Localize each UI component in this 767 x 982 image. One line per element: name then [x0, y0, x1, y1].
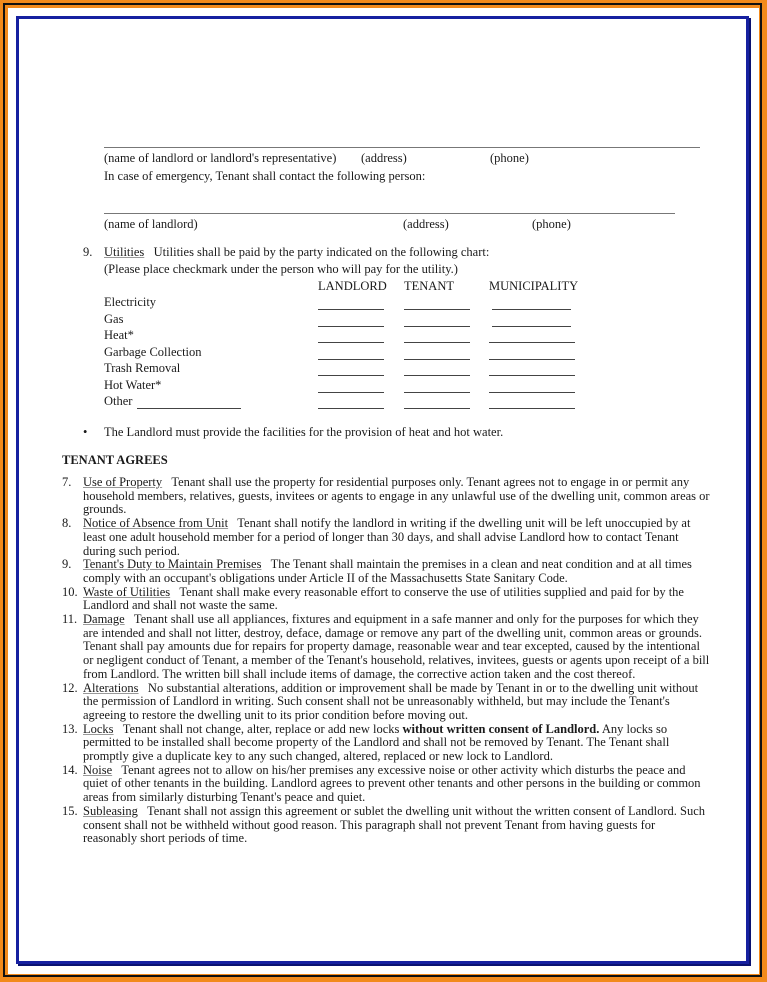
item-number: 8.: [62, 516, 72, 531]
checkmark-blank-tenant[interactable]: [404, 392, 470, 393]
checkmark-blank-tenant[interactable]: [404, 375, 470, 376]
label-landlord-name: (name of landlord): [104, 217, 198, 231]
item-text: No substantial alterations, addition or improvement shall be made by Tenant in or to the dwelling unit without the permission of Landlord in writing. Such consent shall not be unreasonably withheld, but may include the Tenant's agreeing to restore the dwelling unit to its prior condition before moving out.: [83, 680, 699, 722]
item-text: The Tenant shall maintain the premises in a clean and neat condition and at all times comply with an occupant's obligations under Article II of the Massachusetts State Sanitary Code.: [83, 557, 692, 585]
item-text: Tenant shall use all appliances, fixtures and equipment in a safe manner and only for the purposes for which they are intended and shall not litter, destroy, deface, damage or remove any part of the dwelling unit, common areas or grounds. Tenant shall pay amounts due for repairs for property damage, reasonable wear and tear excepted, caused by the intentional or negligent conduct of Tenant, a member of the Tenant's household, relatives, invitees, guests or agents upon receipt of a bill from Landlord. The written bill shall include items of damage, the corrective action taken and the cost thereof.: [83, 612, 710, 681]
item-title: Tenant's Duty to Maintain Premises: [83, 557, 262, 572]
item-title: Notice of Absence from Unit: [83, 516, 229, 531]
label-phone-2: (phone): [532, 217, 571, 231]
checkmark-blank-landlord[interactable]: [318, 342, 384, 343]
list-item: [62, 723, 712, 764]
item-text: Tenant agrees not to allow on his/her premises any excessive noise or other activity which disturbs the peace and quiet of other tenants in the building. Landlord agrees to prevent other tenants and other persons in the building or common areas from similarly disturbing Tenant's peace and quiet.: [83, 762, 701, 805]
list-item: [62, 476, 712, 517]
checkmark-blank-municipality[interactable]: [492, 309, 571, 310]
item-text-2: Any locks so permitted to be installed shall become property of the Landlord and shall not be removed by Tenant. The Tenant shall promptly give a duplicate key to any such changed, altered, replaced or new lock to Landlord.: [83, 721, 670, 764]
checkmark-blank-tenant[interactable]: [404, 408, 470, 409]
checkmark-blank-municipality[interactable]: [489, 359, 575, 360]
item-title: Locks: [83, 721, 114, 736]
checkmark-blank-municipality[interactable]: [489, 392, 575, 393]
item-number: 10.: [62, 584, 78, 599]
list-item: [62, 558, 712, 585]
section-title: TENANT AGREES: [62, 453, 168, 467]
checkmark-blank-municipality[interactable]: [489, 375, 575, 376]
checkmark-blank-tenant[interactable]: [404, 309, 470, 310]
checkmark-blank-landlord[interactable]: [318, 392, 384, 393]
list-item: [62, 586, 712, 613]
item-text: Tenant shall not assign this agreement or sublet the dwelling unit without the written consent of Landlord. Such consent shall not be withheld without good reason. This paragraph shall not prevent Tenant from having guests for reasonably short periods of time.: [83, 803, 706, 846]
item-number: 11.: [62, 612, 78, 627]
item-text: Tenant shall not change, alter, replace or add new locks: [122, 721, 400, 736]
emergency-line: [104, 213, 675, 214]
list-item: [62, 682, 712, 723]
item-text: Tenant shall make every reasonable effort to conserve the use of utilities supplied and paid for by the Landlord and shall not waste the same.: [83, 584, 684, 613]
utility-row-label: Garbage Collection: [104, 345, 202, 359]
item-number: 13.: [62, 721, 78, 736]
checkmark-blank-municipality[interactable]: [489, 342, 575, 343]
label-phone: (phone): [490, 151, 529, 165]
label-address-2: (address): [403, 217, 449, 231]
label-landlord-rep: (name of landlord or landlord's representative): [104, 151, 337, 165]
label-address: (address): [361, 151, 407, 165]
checkmark-blank-municipality[interactable]: [492, 326, 571, 327]
item-title: Waste of Utilities: [83, 584, 171, 599]
utilities-number: 9.: [83, 245, 93, 259]
utility-row-label: Other: [104, 394, 133, 408]
utility-row-label: Hot Water*: [104, 378, 162, 392]
item-title: Noise: [83, 762, 113, 777]
item-number: 7.: [62, 475, 72, 489]
checkmark-blank-tenant[interactable]: [404, 359, 470, 360]
utilities-text: Utilities shall be paid by the party indicated on the following chart:: [153, 245, 490, 259]
checkmark-blank-landlord[interactable]: [318, 309, 384, 310]
utility-row-label: Heat*: [104, 328, 134, 342]
item-text: Tenant shall notify the landlord in writing if the dwelling unit will be left unoccupied by at least one adult household member for a period of longer than 30 days, and shall advise Landlord how to contact Tenant during such period.: [83, 516, 691, 558]
item-number: 9.: [62, 557, 72, 572]
col-municipality: MUNICIPALITY: [489, 279, 579, 293]
checkmark-blank-tenant[interactable]: [404, 342, 470, 343]
checkmark-blank-landlord[interactable]: [318, 326, 384, 327]
utility-row-label: Electricity: [104, 295, 157, 309]
item-title: Subleasing: [83, 803, 138, 818]
col-tenant: TENANT: [404, 279, 454, 293]
item-number: 14.: [62, 762, 78, 777]
utilities-heading: [104, 245, 489, 259]
checkmark-blank-landlord[interactable]: [318, 359, 384, 360]
list-item: [62, 805, 712, 846]
col-landlord: LANDLORD: [318, 279, 387, 293]
list-item: [62, 613, 712, 682]
checkmark-blank-tenant[interactable]: [404, 326, 470, 327]
bullet: •: [83, 425, 88, 439]
checkmark-blank-landlord[interactable]: [318, 408, 384, 409]
item-bold-text: without written consent of Landlord.: [402, 721, 600, 736]
emergency-text: In case of emergency, Tenant shall contact the following person:: [104, 169, 426, 183]
list-item: [62, 764, 712, 805]
item-title: Alterations: [83, 680, 139, 695]
item-number: 15.: [62, 803, 78, 818]
item-title: Use of Property: [83, 475, 163, 489]
utilities-instruction: (Please place checkmark under the person who will pay for the utility.): [104, 262, 458, 276]
item-title: Damage: [83, 612, 125, 627]
tenant-agrees-list: [62, 476, 712, 846]
checkmark-blank-municipality[interactable]: [489, 408, 575, 409]
utilities-note: The Landlord must provide the facilities for the provision of heat and hot water.: [104, 425, 504, 439]
checkmark-blank-landlord[interactable]: [318, 375, 384, 376]
utility-row-label: Gas: [104, 312, 124, 326]
signature-line: [104, 147, 700, 148]
item-text: Tenant shall use the property for residential purposes only. Tenant agrees not to engage in or permit any household members, relatives, guests, invitees or agents to engage in any unlawful use of the dwelling unit, common areas or grounds.: [83, 475, 710, 517]
list-item: [62, 517, 712, 558]
utility-row-label: Trash Removal: [104, 361, 181, 375]
utilities-title: Utilities: [104, 245, 145, 259]
item-number: 12.: [62, 680, 78, 695]
other-utility-blank[interactable]: [137, 408, 241, 409]
